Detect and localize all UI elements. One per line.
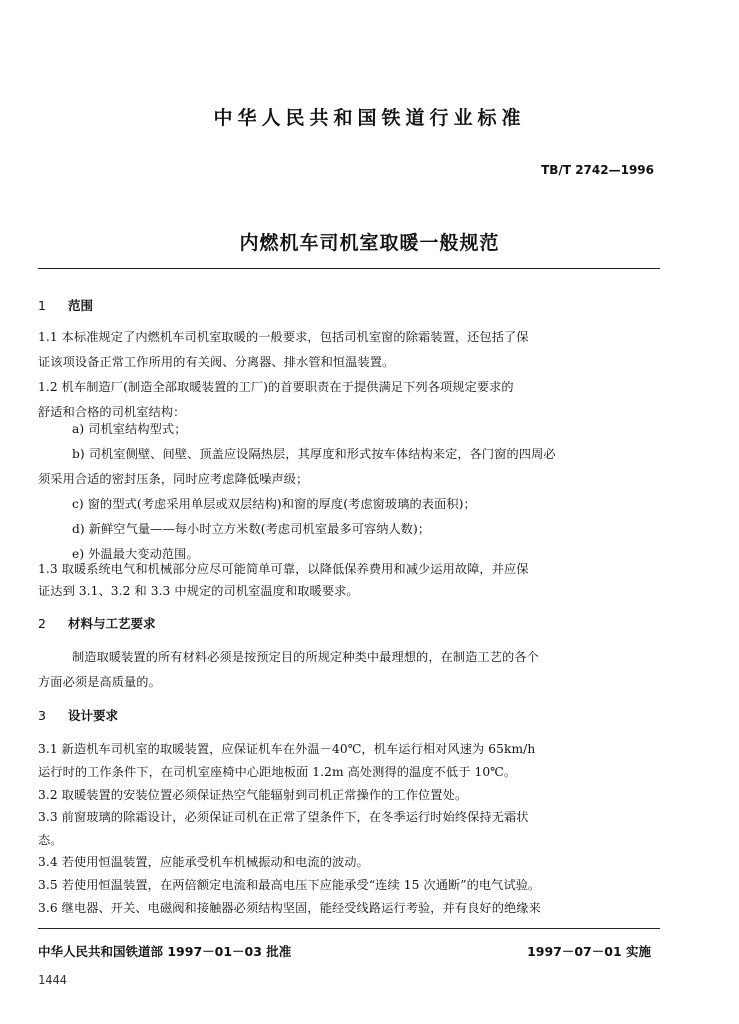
section-number: 3 [38, 708, 46, 723]
paragraph-line: 3.5 若使用恒温装置，在两倍额定电流和最高电压下应能承受“连续 15 次通断”的电气试验。 [38, 878, 541, 892]
title-rule [38, 268, 660, 269]
list-item: d) 新鲜空气量——每小时立方米数(考虑司机室最多可容纳人数)； [72, 522, 431, 536]
paragraph-line: 1.3 取暖系统电气和机械部分应尽可能简单可靠，以降低保养费用和减少运用故障，并应保 [38, 562, 529, 576]
document-title: 内燃机车司机室取暖一般规范 [239, 232, 500, 254]
section-title: 范围 [68, 298, 94, 313]
paragraph-line: 舒适和合格的司机室结构： [38, 405, 186, 419]
paragraph-line: 3.2 取暖装置的安装位置必须保证热空气能辐射到司机正常操作的工作位置处。 [38, 788, 468, 802]
paragraph-line: 证达到 3.1、3.2 和 3.3 中规定的司机室温度和取暖要求。 [38, 584, 359, 598]
section-heading-1 [38, 296, 93, 314]
paragraph-line: 3.4 若使用恒温装置，应能承受机车机械振动和电流的波动。 [38, 855, 369, 869]
paragraph-line: 3.3 前窗玻璃的除霜设计，必须保证司机在正常了望条件下，在冬季运行时始终保持无霜状 [38, 810, 529, 824]
list-item: b) 司机室侧壁、间壁、顶盖应设隔热层，其厚度和形式按车体结构来定，各门窗的四周必 [72, 447, 556, 461]
approval-date: 中华人民共和国铁道部 1997－01－03 批准 [38, 944, 292, 959]
paragraph-line: 证该项设备正常工作所用的有关阀、分离器、排水管和恒温装置。 [38, 355, 395, 369]
paragraph-line: 运行时的工作条件下，在司机室座椅中心距地板面 1.2m 高处测得的温度不低于 10℃。 [38, 765, 517, 779]
paragraph-line: 态。 [38, 833, 63, 847]
paragraph-line: 1.1 本标准规定了内燃机车司机室取暖的一般要求，包括司机室窗的除霜装置，还包括了保 [38, 330, 529, 344]
section-title: 材料与工艺要求 [68, 616, 156, 631]
list-item: e) 外温最大变动范围。 [72, 547, 199, 561]
section-heading-2 [38, 614, 156, 632]
paragraph-line: 方面必须是高质量的。 [38, 675, 161, 689]
standard-number: TB/T 2742—1996 [541, 163, 654, 177]
section-number: 2 [38, 616, 46, 631]
standard-category-title: 中华人民共和国铁道行业标准 [213, 107, 526, 129]
section-heading-3 [38, 706, 118, 724]
implementation-date: 1997－07－01 实施 [527, 944, 651, 959]
paragraph-line: 3.6 继电器、开关、电磁阀和接触器必须结构坚固，能经受线路运行考验，并有良好的绝缘来 [38, 901, 541, 915]
paragraph-line: 须采用合适的密封压条，同时应考虑降低噪声级； [38, 472, 309, 486]
list-item: a) 司机室结构型式； [72, 422, 187, 436]
paragraph-line: 1.2 机车制造厂(制造全部取暖装置的工厂)的首要职责在于提供满足下列各项规定要求的 [38, 380, 514, 394]
paragraph-line: 3.1 新造机车司机室的取暖装置，应保证机车在外温－40℃，机车运行相对风速为 65km/h [38, 742, 536, 756]
paragraph-line: 制造取暖装置的所有材料必须是按预定目的所规定种类中最理想的，在制造工艺的各个 [72, 650, 539, 664]
section-number: 1 [38, 298, 46, 313]
list-item: c) 窗的型式(考虑采用单层或双层结构)和窗的厚度(考虑窗玻璃的表面积)； [72, 497, 476, 511]
section-title: 设计要求 [68, 708, 119, 723]
footer-rule [38, 928, 660, 929]
page-number: 1444 [38, 973, 67, 987]
